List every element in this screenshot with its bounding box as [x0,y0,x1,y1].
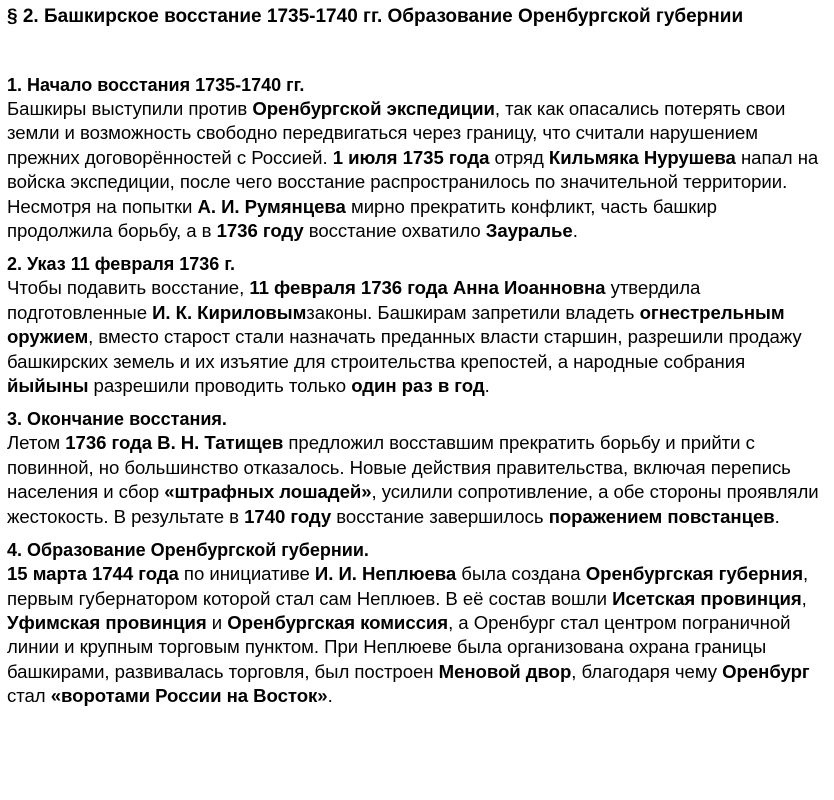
section-heading: 4. Образование Оренбургской губернии. [7,540,369,561]
section-3 [7,407,824,529]
text-run: , [801,587,807,609]
text-run: утвердила подготовленные [7,277,701,323]
bold-term: 15 марта 1744 года [7,563,179,585]
bold-term: И. К. Кириловым [152,301,307,323]
section-4 [7,538,824,708]
text-run: Чтобы подавить восстание, [7,277,250,299]
text-run: и [206,611,228,633]
section-body [7,97,824,243]
text-run: , первым губернатором которой стал сам Неплюев. В её состав вошли [7,563,809,609]
text-run: , так как опасались потерять свои земли и возможность свободно передвигаться через границу, что считали нарушением прежних договорённостей с Россией. [7,98,786,168]
section-heading: 3. Окончание восстания. [7,409,227,430]
text-run: напал на войска экспедиции, после чего восстание распространилось по значительной территории. Несмотря на попытки [7,146,819,217]
bold-term: 1740 году [244,505,332,527]
section-heading: 1. Начало восстания 1735-1740 гг. [7,75,305,95]
bold-term: 1 июля 1735 года [332,146,490,168]
bold-term: Оренбургская губерния [585,563,804,585]
text-run: Башкиры выступили против [7,98,253,119]
text-run: , а Оренбург стал центром пограничной линии и крупным торговым пунктом. При Неплюеве была организована охрана границы башкирами, развивалась торговля, был построен [7,611,791,682]
text-run: законы. Башкирам запретили владеть [306,301,640,323]
text-run: по инициативе [178,563,315,585]
text-run: предложил восставшим прекратить борьбу и прийти с повинной, но большинство отказалось. Новые действия правительства, включая перепись населения и сбор [7,432,791,503]
section-heading: 2. Указ 11 февраля 1736 г. [7,254,236,275]
bold-term: Оренбург [722,660,810,682]
text-run: . [774,505,780,527]
bold-term: 1736 года В. Н. Татищев [65,432,284,454]
bold-term: «воротами России на Восток» [50,685,328,707]
bold-term: Оренбургская комиссия [227,611,449,633]
document-title: § 2. Башкирское восстание 1735-1740 гг. Образование Оренбургской губернии [7,6,744,27]
bold-term: Меновой двор [438,660,572,682]
section-body [7,276,824,398]
text-run: разрешили проводить только [88,375,352,397]
bold-term: «штрафных лошадей» [164,481,372,503]
bold-term: один раз в год [351,375,485,397]
bold-term: огнестрельным оружием [7,301,785,348]
bold-term: Кильмяка Нурушева [548,146,736,168]
text-run: , вместо старост стали назначать преданных власти старшин, разрешили продажу башкирских земель и их изъятие для строительства крепостей, а народные собрания [7,326,802,372]
bold-term: А. И. Румянцева [197,195,346,217]
bold-term: поражением повстанцев [548,505,775,527]
text-run: . [327,685,333,707]
bold-term: 1736 году [216,220,304,242]
bold-term: И. И. Неплюева [314,563,457,585]
text-run: , усилили сопротивление, а обе стороны проявляли жестокость. В результате в [7,481,819,527]
text-run: . [484,375,490,397]
section-2 [7,252,824,398]
text-run: восстание охватило [303,220,486,242]
bold-term: Уфимская провинция [7,611,207,633]
section-body [7,431,824,529]
text-run: восстание завершилось [331,505,549,527]
text-run: была создана [456,563,586,585]
bold-term: 11 февраля 1736 года Анна Иоанновна [249,277,606,299]
text-run: стал [7,685,51,707]
text-run: отряд [489,146,549,168]
bold-term: Зауралье [485,220,573,242]
section-body [7,562,824,708]
bold-term: йыйыны [7,375,89,397]
text-run: , благодаря чему [571,660,723,682]
bold-term: Оренбургской экспедиции [252,98,495,119]
section-1 [7,73,824,243]
text-run: мирно прекратить конфликт, часть башкир продолжила борьбу, а в [7,195,717,242]
text-run: Летом [7,432,66,454]
text-run: . [572,220,578,242]
bold-term: Исетская провинция [612,587,802,609]
